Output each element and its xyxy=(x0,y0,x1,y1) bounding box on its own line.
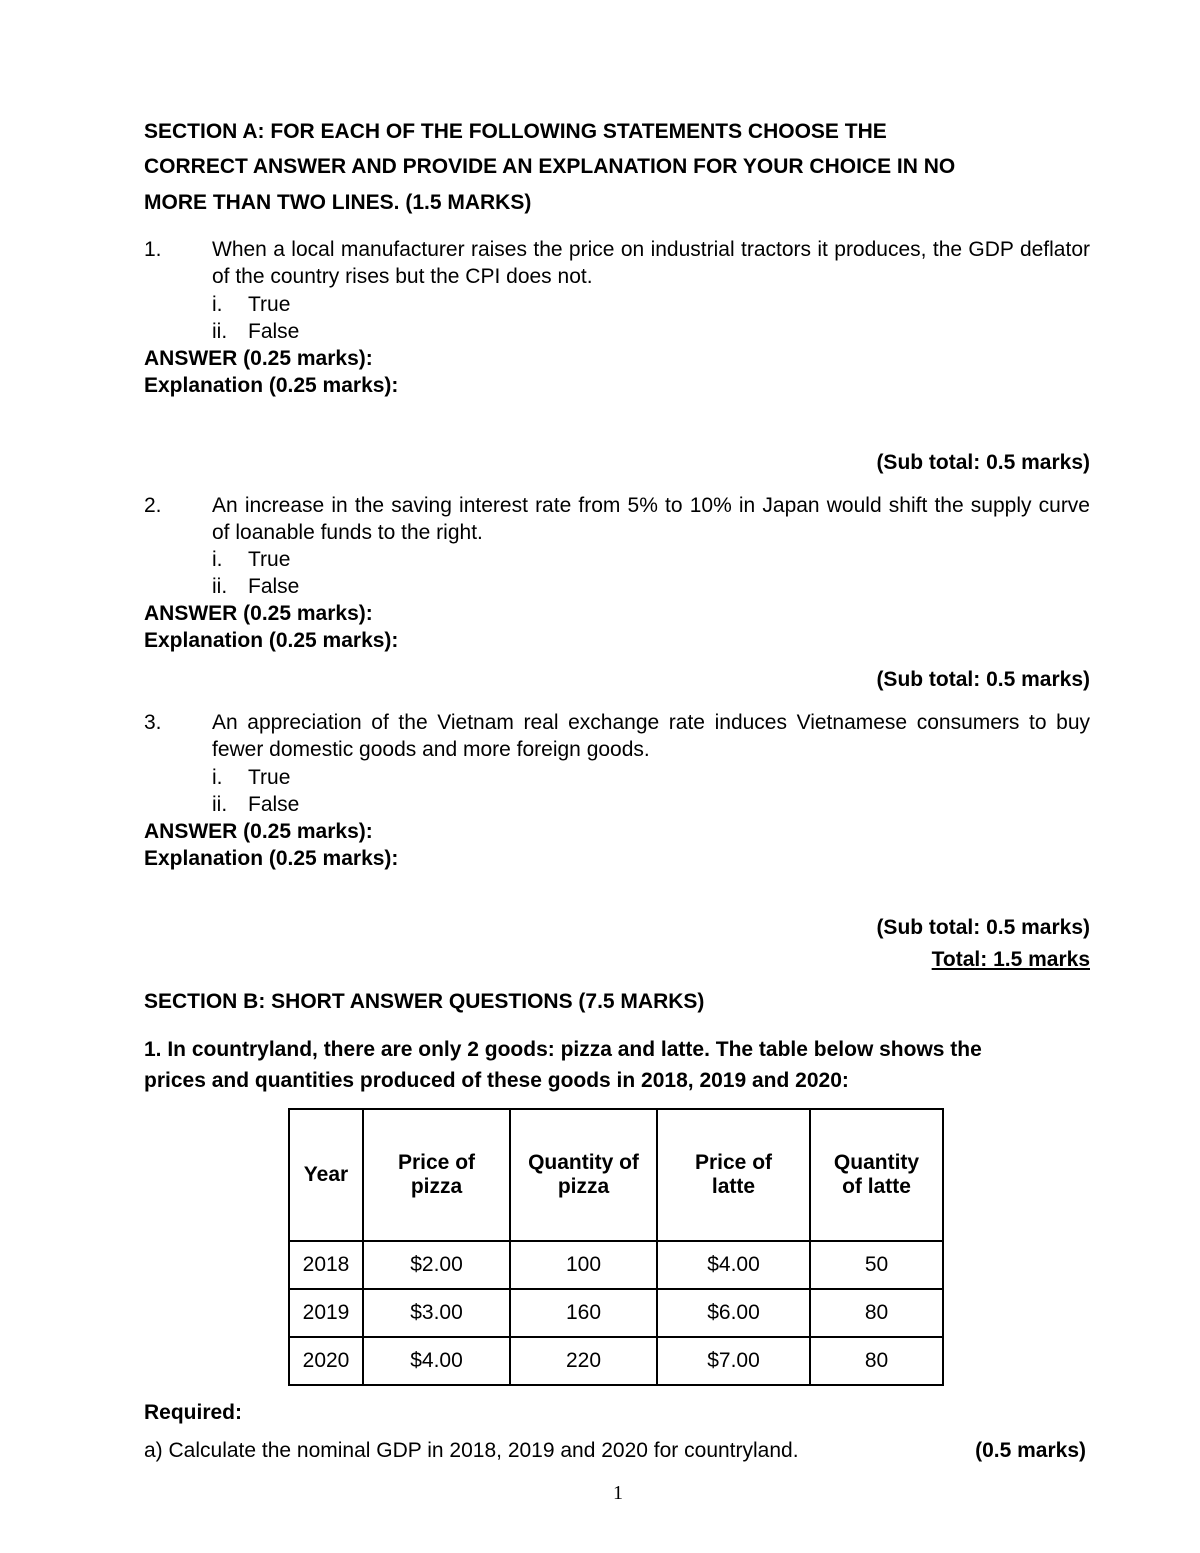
table-cell-price-pizza: $3.00 xyxy=(363,1289,510,1337)
question-2-option-2-number: ii. xyxy=(212,575,228,598)
question-3-text: An appreciation of the Vietnam real exchange rate induces Vietnamese consumers to buy fewer domestic goods and more foreign goods. xyxy=(212,711,1090,761)
section-b-q1-line1: 1. In countryland, there are only 2 goods: pizza and latte. The table below shows the xyxy=(144,1038,982,1061)
question-3-subtotal: (Sub total: 0.5 marks) xyxy=(876,916,1090,939)
question-2-subtotal: (Sub total: 0.5 marks) xyxy=(876,668,1090,691)
table-header-quantity-latte xyxy=(810,1109,943,1241)
part-a-marks: (0.5 marks) xyxy=(975,1439,1086,1462)
table-header-row xyxy=(289,1109,943,1241)
section-a-header-line2: CORRECT ANSWER AND PROVIDE AN EXPLANATION FOR YOUR CHOICE IN NO xyxy=(144,155,956,178)
question-3-option-false: False xyxy=(248,793,300,816)
table-cell-price-pizza: $4.00 xyxy=(363,1337,510,1385)
question-3-answer-label: ANSWER (0.25 marks): xyxy=(144,820,373,843)
question-2-option-false: False xyxy=(248,575,300,598)
section-a-header-line3: MORE THAN TWO LINES. (1.5 MARKS) xyxy=(144,191,532,214)
section-b-q1-line2: prices and quantities produced of these goods in 2018, 2019 and 2020: xyxy=(144,1069,849,1092)
question-1-answer-label: ANSWER (0.25 marks): xyxy=(144,347,373,370)
table-header-quantity-latte-line1: Quantity xyxy=(833,1151,920,1174)
table-header-quantity-pizza-line1: Quantity of xyxy=(528,1151,639,1174)
question-2-explanation-label: Explanation (0.25 marks): xyxy=(144,629,399,652)
table-cell-price-latte: $4.00 xyxy=(657,1241,810,1289)
question-3-option-2-number: ii. xyxy=(212,793,228,816)
price-quantity-table xyxy=(288,1108,944,1386)
question-2-text: An increase in the saving interest rate from 5% to 10% in Japan would shift the supply curve of loanable funds to the right. xyxy=(212,494,1090,544)
question-1-option-1-number: i. xyxy=(212,293,223,316)
table-header-quantity-pizza-line2: pizza xyxy=(557,1175,610,1198)
table-header-price-latte-line1: Price of xyxy=(694,1151,773,1174)
table-cell-year: 2019 xyxy=(289,1289,363,1337)
table-row xyxy=(289,1241,943,1289)
question-3-number: 3. xyxy=(144,711,162,734)
table-cell-quantity-pizza: 160 xyxy=(510,1289,657,1337)
question-3-option-1-number: i. xyxy=(212,766,223,789)
question-1-option-2-number: ii. xyxy=(212,320,228,343)
table-row xyxy=(289,1337,943,1385)
question-1-text: When a local manufacturer raises the price on industrial tractors it produces, the GDP deflator of the country rises but the CPI does not. xyxy=(212,238,1090,288)
table-cell-price-latte: $7.00 xyxy=(657,1337,810,1385)
table-row xyxy=(289,1289,943,1337)
question-2-number: 2. xyxy=(144,494,162,517)
table-header-price-pizza-line2: pizza xyxy=(410,1175,463,1198)
question-1-option-false: False xyxy=(248,320,300,343)
table-header-quantity-pizza xyxy=(510,1109,657,1241)
page-number: 1 xyxy=(613,1482,623,1504)
question-2-option-1-number: i. xyxy=(212,548,223,571)
table-header-price-pizza xyxy=(363,1109,510,1241)
part-a-question: a) Calculate the nominal GDP in 2018, 2019 and 2020 for countryland. xyxy=(144,1439,799,1462)
question-1-number: 1. xyxy=(144,238,162,261)
required-label: Required: xyxy=(144,1401,243,1424)
section-a-total: Total: 1.5 marks xyxy=(931,948,1090,971)
table-header-year xyxy=(289,1109,363,1241)
table-cell-quantity-pizza: 100 xyxy=(510,1241,657,1289)
question-2-answer-label: ANSWER (0.25 marks): xyxy=(144,602,373,625)
table-cell-quantity-latte: 50 xyxy=(810,1241,943,1289)
table-header-quantity-latte-line2: of latte xyxy=(842,1175,911,1198)
question-3-explanation-label: Explanation (0.25 marks): xyxy=(144,847,399,870)
table-header-year-line1: Year xyxy=(303,1163,349,1186)
table-cell-quantity-latte: 80 xyxy=(810,1337,943,1385)
section-b-header: SECTION B: SHORT ANSWER QUESTIONS (7.5 MARKS) xyxy=(144,990,705,1013)
table-cell-price-pizza: $2.00 xyxy=(363,1241,510,1289)
table-cell-year: 2020 xyxy=(289,1337,363,1385)
table-header-price-latte xyxy=(657,1109,810,1241)
table-cell-year: 2018 xyxy=(289,1241,363,1289)
table-header-price-latte-line2: latte xyxy=(711,1175,756,1198)
question-1-explanation-label: Explanation (0.25 marks): xyxy=(144,374,399,397)
question-3-option-true: True xyxy=(248,766,291,789)
question-1-subtotal: (Sub total: 0.5 marks) xyxy=(876,451,1090,474)
table-header-price-pizza-line1: Price of xyxy=(397,1151,476,1174)
section-a-header-line1: SECTION A: FOR EACH OF THE FOLLOWING STATEMENTS CHOOSE THE xyxy=(144,120,887,143)
question-1-option-true: True xyxy=(248,293,291,316)
table-cell-quantity-pizza: 220 xyxy=(510,1337,657,1385)
question-2-option-true: True xyxy=(248,548,291,571)
table-cell-price-latte: $6.00 xyxy=(657,1289,810,1337)
table-cell-quantity-latte: 80 xyxy=(810,1289,943,1337)
